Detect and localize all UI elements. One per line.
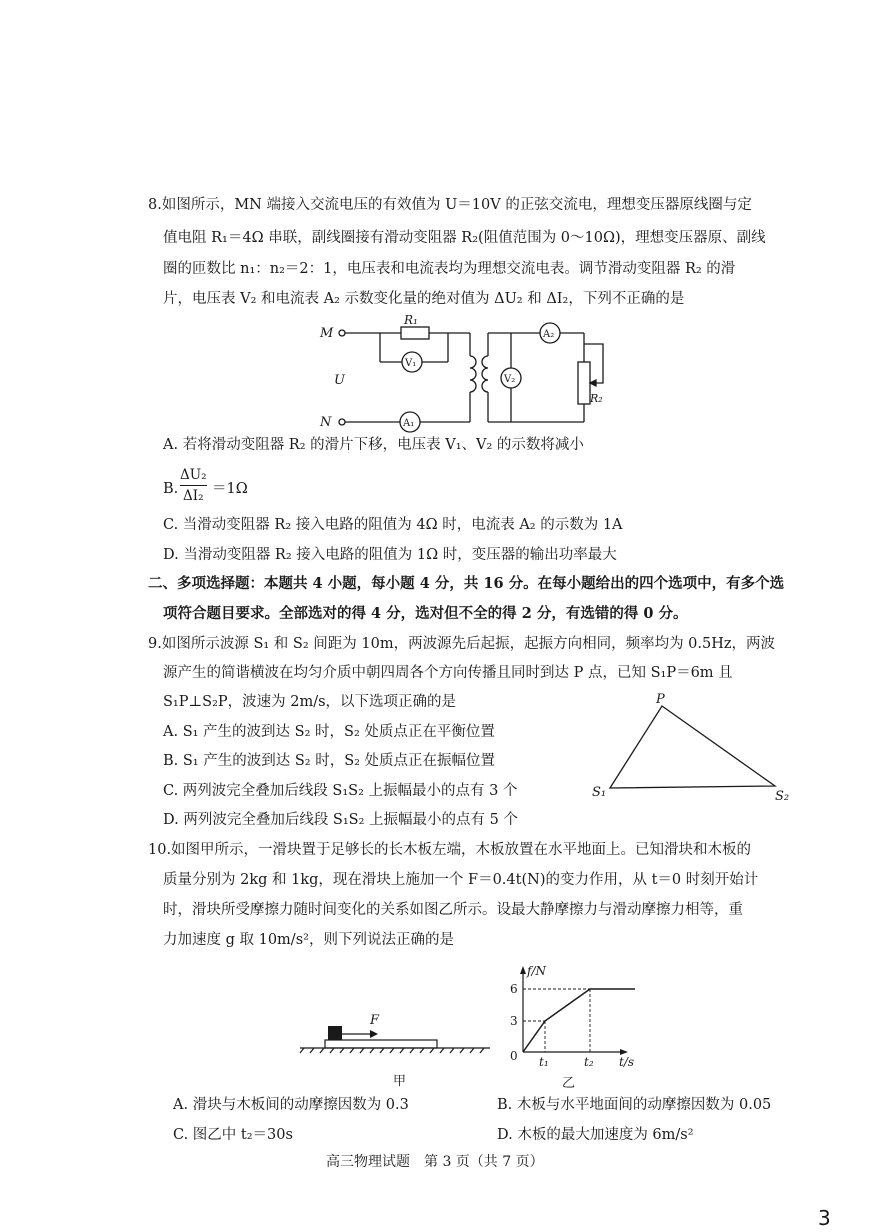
block-on-board-diagram (300, 1010, 500, 1080)
a1-meter-label: A₁ (403, 418, 415, 429)
fraction-numerator: ΔU₂ (180, 467, 207, 483)
q8-line-2: 值电阻 R₁＝4Ω 串联，副线圈接有滑动变阻器 R₂(阻值范围为 0～10Ω)，理想变压器原、副线 (163, 230, 766, 246)
y-tick-3: 3 (510, 1014, 518, 1028)
transformer-circuit-diagram (318, 314, 638, 434)
q9-line-3: S₁P⊥S₂P，波速为 2m/s，以下选项正确的是 (163, 694, 457, 710)
figure-yi-caption: 乙 (562, 1076, 576, 1091)
v2-meter-label: V₂ (504, 374, 516, 385)
q8-option-b-fraction (180, 467, 207, 504)
terminal-m-label: M (320, 326, 334, 341)
y-tick-6: 6 (510, 982, 518, 996)
force-f-label: F (370, 1013, 380, 1028)
q10-line-1: 10.如图甲所示，一滑块置于足够长的长木板左端，木板放置在水平地面上。已知滑块和木板的 (148, 842, 752, 858)
y-axis-label: f/N (527, 964, 546, 978)
q8-line-3: 圈的匝数比 n₁：n₂＝2：1，电压表和电流表均为理想交流电表。调节滑动变阻器 R₂ 的滑 (163, 261, 736, 277)
fraction-denominator: ΔI₂ (183, 488, 204, 504)
section-2-heading-line-1: 二、多项选择题：本题共 4 小题，每小题 4 分，共 16 分。在每小题给出的四个选项中，有多个选 (148, 575, 785, 592)
x-tick-t1: t₁ (539, 1055, 549, 1069)
q9-option-b: B. S₁ 产生的波到达 S₂ 时，S₂ 处质点正在振幅位置 (163, 753, 496, 769)
q10-line-4: 力加速度 g 取 10m/s²，则下列说法正确的是 (163, 932, 454, 948)
fraction-bar (180, 485, 207, 486)
q9-option-d: D. 两列波完全叠加后线段 S₁S₂ 上振幅最小的点有 5 个 (163, 812, 518, 828)
v1-meter-label: V₁ (405, 358, 417, 369)
q10-line-2: 质量分别为 2kg 和 1kg，现在滑块上施加一个 F＝0.4t(N)的变力作用，从 t＝0 时刻开始计 (163, 872, 759, 888)
point-s1-label: S₁ (592, 785, 607, 800)
q8-option-b-prefix: B. (163, 481, 179, 497)
figure-jia-caption: 甲 (393, 1074, 407, 1089)
point-p-label: P (656, 692, 665, 707)
q9-line-1: 9.如图所示波源 S₁ 和 S₂ 间距为 10m，两波源先后起振，起振方向相同，频率均为 0.5Hz，两波 (148, 636, 776, 652)
q8-option-c: C. 当滑动变阻器 R₂ 接入电路的阻值为 4Ω 时，电流表 A₂ 的示数为 1A (163, 517, 623, 533)
q8-option-d: D. 当滑动变阻器 R₂ 接入电路的阻值为 1Ω 时，变压器的输出功率最大 (163, 547, 617, 563)
q9-option-c: C. 两列波完全叠加后线段 S₁S₂ 上振幅最小的点有 3 个 (163, 783, 518, 799)
q10-option-c: C. 图乙中 t₂＝30s (173, 1127, 293, 1143)
q10-option-a: A. 滑块与木板间的动摩擦因数为 0.3 (173, 1097, 409, 1113)
r2-label: R₂ (590, 392, 603, 405)
r1-label: R₁ (404, 313, 418, 327)
q8-option-a: A. 若将滑动变阻器 R₂ 的滑片下移，电压表 V₁、V₂ 的示数将减小 (163, 437, 584, 453)
point-s2-label: S₂ (775, 789, 790, 804)
q8-line-1: 8.如图所示，MN 端接入交流电压的有效值为 U＝10V 的正弦交流电，理想变压器原线圈与定 (148, 197, 752, 213)
q8-option-b-value: ＝1Ω (212, 481, 248, 497)
wave-source-triangle-diagram (590, 692, 790, 802)
q8-line-4: 片，电压表 V₂ 和电流表 A₂ 示数变化量的绝对值为 ΔU₂ 和 ΔI₂，下列不正确的是 (163, 291, 685, 307)
q10-option-d: D. 木板的最大加速度为 6m/s² (497, 1127, 694, 1143)
q10-line-3: 时，滑块所受摩擦力随时间变化的关系如图乙所示。设最大静摩擦力与滑动摩擦力相等，重 (163, 902, 743, 918)
a2-meter-label: A₂ (543, 329, 555, 340)
q9-option-a: A. S₁ 产生的波到达 S₂ 时，S₂ 处质点正在平衡位置 (163, 724, 495, 740)
x-tick-t2: t₂ (584, 1055, 594, 1069)
page-footer: 高三物理试题 第 3 页（共 7 页） (326, 1154, 544, 1170)
q9-line-2: 源产生的简谐横波在均匀介质中朝四周各个方向传播且同时到达 P 点，已知 S₁P＝6m 且 (163, 665, 733, 681)
voltage-u-label: U (334, 373, 345, 388)
terminal-n-label: N (320, 415, 332, 430)
section-2-heading-line-2: 项符合题目要求。全部选对的得 4 分，选对但不全的得 2 分，有选错的得 0 分。 (163, 605, 688, 622)
page-corner-number: 3 (818, 1206, 831, 1230)
x-axis-label: t/s (619, 1055, 635, 1069)
q10-option-b: B. 木板与水平地面间的动摩擦因数为 0.05 (497, 1097, 772, 1113)
origin-label: 0 (510, 1049, 518, 1063)
friction-time-graph (505, 962, 665, 1072)
